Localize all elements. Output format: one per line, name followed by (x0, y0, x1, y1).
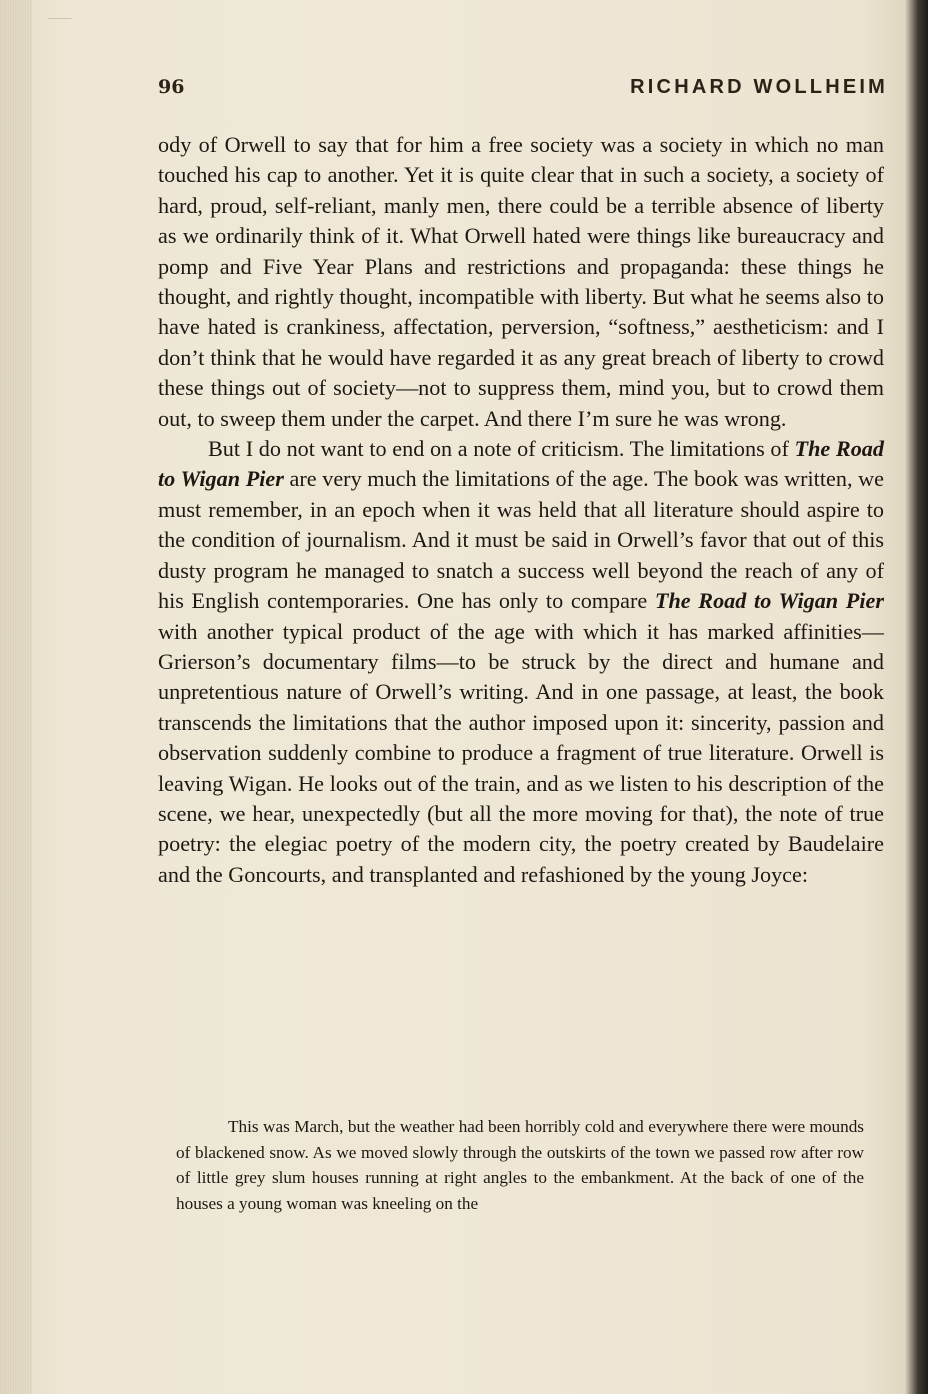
block-quote-text: This was March, but the weather had been horribly cold and everywhere there were mounds of blackened snow. As we moved slowly through the outskirts of the town we passed row after row of little grey slum houses running at right angles to the embankment. At the back of one of the houses a young woman was kneeling on the (176, 1117, 864, 1213)
book-spine-shadow (0, 0, 32, 1394)
paragraph-2 (158, 434, 884, 890)
book-title-1: The Road to Wigan Pier (158, 436, 884, 492)
page-header (158, 76, 892, 102)
running-head-author: RICHARD WOLLHEIM (630, 76, 888, 98)
page-number: 96 (158, 76, 185, 98)
paragraph-2-part-1: But I do not want to end on a note of criticism. The limitations of (208, 436, 795, 462)
body-text (158, 130, 884, 890)
paragraph-2-part-3: with another typical product of the age with which it has marked affinities—Grierson’s documentary films—to be struck by the direct and humane and unpretentious nature of Orwell’s writing. And in one passage, at least, the book transcends the limitations that the author imposed upon it: sincerity, passion and observation suddenly combine to produce a fragment of true literature. Orwell is leaving Wigan. He looks out of the train, and as we listen to his description of the scene, we hear, unexpectedly (but all the more moving for that), the note of true poetry: the elegiac poetry of the modern city, the poetry created by Baudelaire and the Goncourts, and transplanted and refashioned by the young Joyce: (158, 618, 884, 887)
book-title-2: The Road to Wigan Pier (654, 588, 884, 614)
paragraph-1: ody of Orwell to say that for him a free society was a society in which no man touched his cap to another. Yet it is quite clear that in such a society, a society of hard, proud, self-reliant, manly men, there could be a terrible absence of liberty as we ordinarily think of it. What Orwell hated were things like bureaucracy and pomp and Five Year Plans and restrictions and propaganda: these things he thought, and rightly thought, incompatible with liberty. But what he seems also to have hated is crankiness, affectation, perversion, “softness,” aestheticism: and I don’t think that he would have regarded it as any great breach of liberty to crowd these things out of society—not to suppress them, mind you, but to crowd them out, to sweep them under the carpet. And there I’m sure he was wrong. (158, 132, 884, 431)
page-corner-edge (47, 0, 87, 19)
block-quote (176, 1114, 864, 1216)
paragraph-2-part-2: are very much the limitations of the age. The book was written, we must remember, in an epoch when it was held that all literature should aspire to the condition of journalism. And it must be said in Orwell’s favor that out of this dusty program he managed to snatch a success well beyond the reach of any of his English contemporaries. One has only to compare (158, 466, 884, 614)
